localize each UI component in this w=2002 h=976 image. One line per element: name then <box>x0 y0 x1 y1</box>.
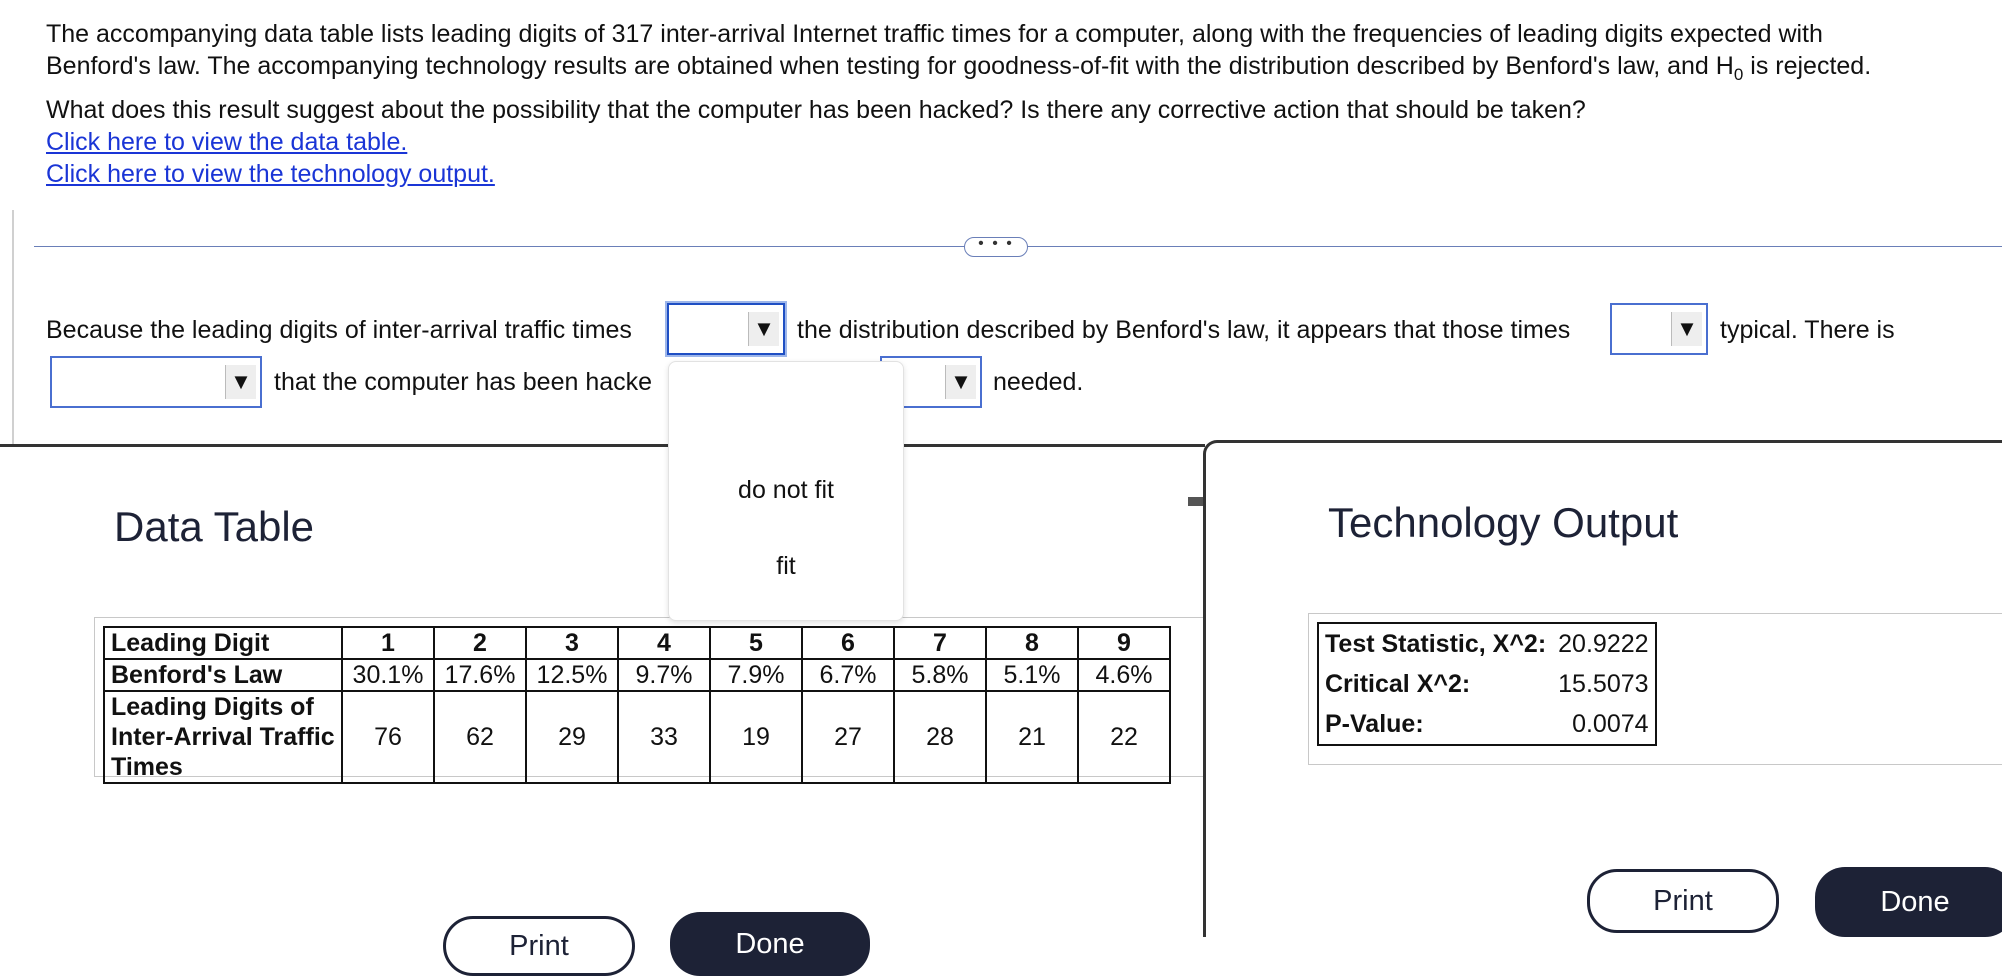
table-cell: 33 <box>618 691 710 783</box>
row-label-leading-digit: Leading Digit <box>104 627 342 659</box>
table-cell: 76 <box>342 691 434 783</box>
table-cell: 2 <box>434 627 526 659</box>
table-row <box>104 691 1170 783</box>
test-statistic-value: 20.9222 <box>1558 630 1649 658</box>
expand-ellipsis-button[interactable]: • • • <box>964 237 1028 257</box>
table-cell: 29 <box>526 691 618 783</box>
table-cell: 30.1% <box>342 659 434 691</box>
test-statistic-label: Test Statistic, X^2: <box>1325 630 1547 658</box>
p-value-label: P-Value: <box>1325 710 1424 738</box>
chevron-down-icon: ▼ <box>1671 312 1702 346</box>
technology-output-title: Technology Output <box>1328 499 1679 546</box>
chevron-down-icon: ▼ <box>225 365 256 399</box>
tech-output-done-button[interactable]: Done <box>1815 867 2002 937</box>
view-technology-output-link[interactable]: Click here to view the technology output. <box>46 160 495 188</box>
typical-dropdown[interactable] <box>1610 303 1708 355</box>
chevron-down-icon: ▼ <box>748 312 779 346</box>
table-cell: 7 <box>894 627 986 659</box>
critical-value-value: 15.5073 <box>1558 670 1649 698</box>
table-cell: 5.1% <box>986 659 1078 691</box>
table-cell: 5 <box>710 627 802 659</box>
table-cell: 17.6% <box>434 659 526 691</box>
table-cell: 9 <box>1078 627 1170 659</box>
p-value-value: 0.0074 <box>1572 710 1649 738</box>
row-label-benford: Benford's Law <box>104 659 342 691</box>
data-table-done-button[interactable]: Done <box>670 912 870 976</box>
technology-output-panel <box>1203 440 2002 937</box>
data-table-title: Data Table <box>114 503 315 550</box>
evidence-dropdown[interactable] <box>50 356 262 408</box>
technology-output-table <box>1317 622 1657 746</box>
question-line-2: What does this result suggest about the possibility that the computer has been hacked? Is there any corrective action that should be taken? <box>46 96 1586 124</box>
table-cell: 8 <box>986 627 1078 659</box>
dropdown-option-do-not-fit[interactable]: do not fit <box>738 476 834 504</box>
answer-text-5: needed. <box>993 368 1084 396</box>
chevron-down-icon: ▼ <box>945 365 976 399</box>
question-line-1a: The accompanying data table lists leading digits of 317 inter-arrival Internet traffic times for a computer, along with the frequencies of leading digits expected with <box>46 20 1823 48</box>
question-line-1b <box>46 50 1976 82</box>
table-cell: 1 <box>342 627 434 659</box>
table-cell: 22 <box>1078 691 1170 783</box>
table-cell: 12.5% <box>526 659 618 691</box>
question-line-1b-post: is rejected. <box>1743 52 1872 80</box>
critical-value-label: Critical X^2: <box>1325 670 1471 698</box>
table-cell: 6 <box>802 627 894 659</box>
data-table-print-button[interactable]: Print <box>443 916 635 976</box>
table-row <box>1318 623 1656 664</box>
h0-subscript: 0 <box>1733 65 1744 84</box>
question-text <box>46 18 1976 190</box>
dropdown-option-fit[interactable]: fit <box>776 552 796 580</box>
table-row <box>1318 704 1656 745</box>
table-cell: 19 <box>710 691 802 783</box>
table-row <box>104 627 1170 659</box>
answer-text-2: the distribution described by Benford's law, it appears that those times <box>797 316 1571 344</box>
table-cell: 6.7% <box>802 659 894 691</box>
table-cell: 27 <box>802 691 894 783</box>
tech-output-print-button[interactable]: Print <box>1587 869 1779 933</box>
left-divider <box>12 210 14 450</box>
table-cell: 62 <box>434 691 526 783</box>
technology-output-container <box>1308 613 2002 765</box>
table-cell: 21 <box>986 691 1078 783</box>
fit-dropdown-menu <box>668 361 904 621</box>
fit-dropdown[interactable] <box>667 303 785 355</box>
table-row <box>1318 664 1656 704</box>
table-cell: 9.7% <box>618 659 710 691</box>
table-cell: 4 <box>618 627 710 659</box>
view-data-table-link[interactable]: Click here to view the data table. <box>46 128 408 156</box>
answer-text-4: that the computer has been hacke <box>274 368 653 396</box>
row-label-observed: Leading Digits of Inter-Arrival Traffic Times <box>104 691 342 783</box>
resize-handle[interactable] <box>1188 497 1204 506</box>
table-cell: 5.8% <box>894 659 986 691</box>
table-cell: 4.6% <box>1078 659 1170 691</box>
table-cell: 7.9% <box>710 659 802 691</box>
data-table-panel <box>0 444 1205 962</box>
question-line-1b-pre: Benford's law. The accompanying technology results are obtained when testing for goodness-of-fit with the distribution described by Benford's law, and H <box>46 52 1734 80</box>
table-row <box>104 659 1170 691</box>
answer-text-3: typical. There is <box>1720 316 1895 344</box>
table-cell: 28 <box>894 691 986 783</box>
data-table-container <box>94 617 1204 781</box>
table-cell: 3 <box>526 627 618 659</box>
benford-data-table <box>103 626 1171 784</box>
answer-text-1: Because the leading digits of inter-arrival traffic times <box>46 316 632 344</box>
